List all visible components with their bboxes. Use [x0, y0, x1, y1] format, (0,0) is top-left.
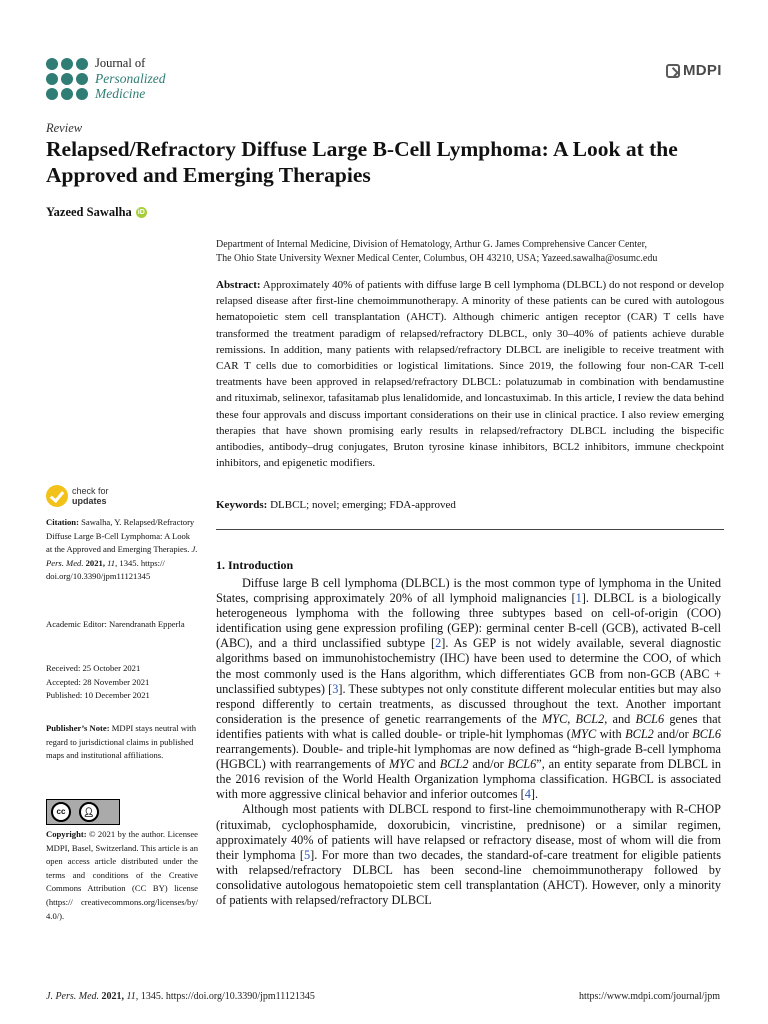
publisher-note: [46, 722, 198, 763]
published-date: Published: 10 December 2021: [46, 690, 150, 701]
cc-icon: cc: [51, 802, 71, 822]
abstract-label: Abstract:: [216, 279, 261, 291]
publisher-name: MDPI: [683, 62, 722, 79]
cc-by-badge[interactable]: [46, 799, 120, 825]
journal-logo-icon: [46, 58, 88, 100]
footer-volume: 11,: [126, 991, 139, 1002]
reference-link[interactable]: 5: [304, 847, 311, 862]
copyright-label: Copyright:: [46, 829, 87, 839]
paragraph-1: Diffuse large B cell lymphoma (DLBCL) is the most common type of lymphoma in the United States, comprising approximately 20% of all lymphoid malignancies [1]. DLBCL is a biologically heterogeneous lymphoma with the following three subtypes based on cell-of-origin (COO) identification using gene expression profiling (GEP): germinal center B-cell (GCB), activated B-cell (ABC), and a third unclassified subtype [2]. As GEP is not widely available, several diagnostic algorithms based on immunohistochemistry (IHC) have been used to determine the COO, of which the most commonly used is the Hans algorithm, which differentiates GCB from non-GCB (ABC + unclassified subtypes) [3]. These subtypes not only constitute different molecular entities but may also respond differently to certain treatments, as discussed throughout the text. Another important consideration is the presence of genetic rearrangements of the MYC, BCL2, and BCL6 genes that identifies patients with what is called double- or triple-hit lymphomas (MYC with BCL2 and/or BCL6 rearrangements). Double- and triple-hit lymphomas are now defined as “high-grade B-cell lymphoma (HGBCL) with rearrangements of MYC and BCL2 and/or BCL6”, an entity separate from DLBCL in the 2016 revision of the World Health Organization lymphoma classification. HGBCL is associated with more aggressive clinical behavior and inferior outcomes [4].: [216, 576, 721, 802]
author: [46, 205, 147, 220]
citation-year: 2021,: [85, 557, 105, 568]
article-type: Review: [46, 121, 83, 135]
divider: [216, 529, 724, 530]
journal-line1: Journal of: [95, 56, 146, 70]
citation-doi[interactable]: 1345. https:// doi.org/10.3390/jpm11121345: [46, 557, 165, 582]
publisher-note-label: Publisher’s Note:: [46, 723, 110, 733]
citation-volume: 11,: [107, 557, 118, 568]
received-date: Received: 25 October 2021: [46, 663, 141, 673]
check-for-updates[interactable]: [46, 485, 109, 507]
affiliation-line2: The Ohio State University Wexner Medical Center, Columbus, OH 43210, USA; Yazeed.sawalha@osumc.edu: [216, 253, 658, 264]
footer-citation: [46, 991, 315, 1002]
check-line1: check for: [72, 486, 109, 496]
footer-url[interactable]: https://www.mdpi.com/journal/jpm: [578, 991, 720, 1002]
affiliation: [216, 238, 736, 266]
check-updates-icon: [46, 485, 68, 507]
attribution-icon: 👤︎: [79, 802, 99, 822]
author-name[interactable]: Yazeed Sawalha: [46, 205, 132, 219]
mdpi-icon: [666, 64, 680, 78]
abstract-text: Approximately 40% of patients with diffuse large B cell lymphoma (DLBCL) do not respond or develop relapsed disease after first-line chemoimmunotherapy. A minority of these patients can be cured with autologous hematopoietic stem cell transplantation (AHCT). Although chimeric antigen receptor (CAR) T cells have transformed the treatment paradigm of relapsed/refractory DLBCL, only 30–40% of patients achieve durable remissions. In addition, many patients with relapsed/refractory DLBCL are ineligible to receive treatment with CAR T cells due to comorbidities or logistical limitations. Since 2019, the following four non-CAR T-cell treatments have been approved in relapsed/refractory DLBCL: polatuzumab in combination with bendamustine and rituximab, selinexor, tafasitamab plus lenalidomide, and loncastuximab. In this article, I review the data behind these four approvals and discuss important considerations on their use in clinical practice. I also review emerging therapies that have shown promising early results in relapsed/refractory DLBCL including the bispecific antibodies, antibody–drug conjugates, Bruton tyrosine kinase inhibitors, BCL2 inhibitors, immune checkpoint inhibitors, and epigenetic modifiers.: [216, 279, 724, 470]
journal-name: [95, 56, 166, 101]
footer-year: 2021,: [101, 991, 125, 1002]
journal-line3: Medicine: [95, 86, 146, 101]
keywords: [216, 497, 456, 513]
check-line2: updates: [72, 496, 107, 506]
citation-label: Citation:: [46, 517, 79, 527]
reference-link[interactable]: 3: [332, 681, 339, 696]
abstract: [216, 277, 724, 471]
copyright: [46, 828, 198, 923]
orcid-icon[interactable]: iD: [137, 209, 145, 216]
keywords-text: DLBCL; novel; emerging; FDA-approved: [270, 499, 456, 511]
affiliation-line1: Department of Internal Medicine, Division of Hematology, Arthur G. James Comprehensive Cancer Center,: [216, 239, 648, 250]
paragraph-2: Although most patients with DLBCL respond to first-line chemoimmunotherapy with R-CHOP (rituximab, cyclophosphamide, doxorubicin, vincristine, prednisone) or a similar regimen, approximately 40% of patients will have relapsed or refractory disease, most of whom will die from their lymphoma [5]. For more than two decades, the standard-of-care treatment for eligible patients with relapsed/refractory DLBCL has been second-line chemoimmunotherapy followed by consolidative autologous hematopoietic stem cell transplantation (AHCT). However, only a minority of patients with relapsed/refractory DLBCL: [216, 802, 721, 907]
citation-text: Sawalha, Y. Relapsed/Refractory Diffuse Large B-Cell Lymphoma: A Look at the Approved and Emerging Therapies.: [46, 517, 195, 555]
section-title: 1. Introduction: [216, 558, 294, 572]
check-updates-label: [72, 486, 109, 506]
reference-link[interactable]: 1: [575, 591, 582, 606]
footer-journal: J. Pers. Med.: [46, 991, 100, 1002]
dates: [46, 662, 198, 703]
accepted-date: Accepted: 28 November 2021: [46, 676, 150, 687]
publisher-note-text: MDPI stays neutral with regard to jurisdictional claims in published maps and institutional affiliations.: [46, 723, 196, 761]
citation-journal: J. Pers. Med.: [46, 544, 198, 568]
academic-editor: Academic Editor: Narendranath Epperla: [46, 619, 185, 629]
copyright-text: © 2021 by the author. Licensee MDPI, Basel, Switzerland. This article is an open access article distributed under the terms and conditions of the Creative Commons Attribution (CC BY) license (https:// creativecommons.org/licenses/by/ 4.0/).: [46, 829, 198, 921]
keywords-label: Keywords:: [216, 499, 268, 511]
reference-link[interactable]: 2: [435, 636, 442, 651]
citation: [46, 516, 198, 584]
journal-line2: Personalized: [95, 71, 166, 86]
reference-link[interactable]: 4: [524, 787, 531, 802]
article-title: Relapsed/Refractory Diffuse Large B-Cell Lymphoma: A Look at the Approved and Emerging Therapies: [46, 137, 678, 187]
footer-doi[interactable]: 1345. https://doi.org/10.3390/jpm11121345: [140, 991, 315, 1002]
body-text: [216, 576, 721, 908]
publisher-logo[interactable]: [666, 62, 722, 79]
journal-logo: [46, 56, 166, 101]
